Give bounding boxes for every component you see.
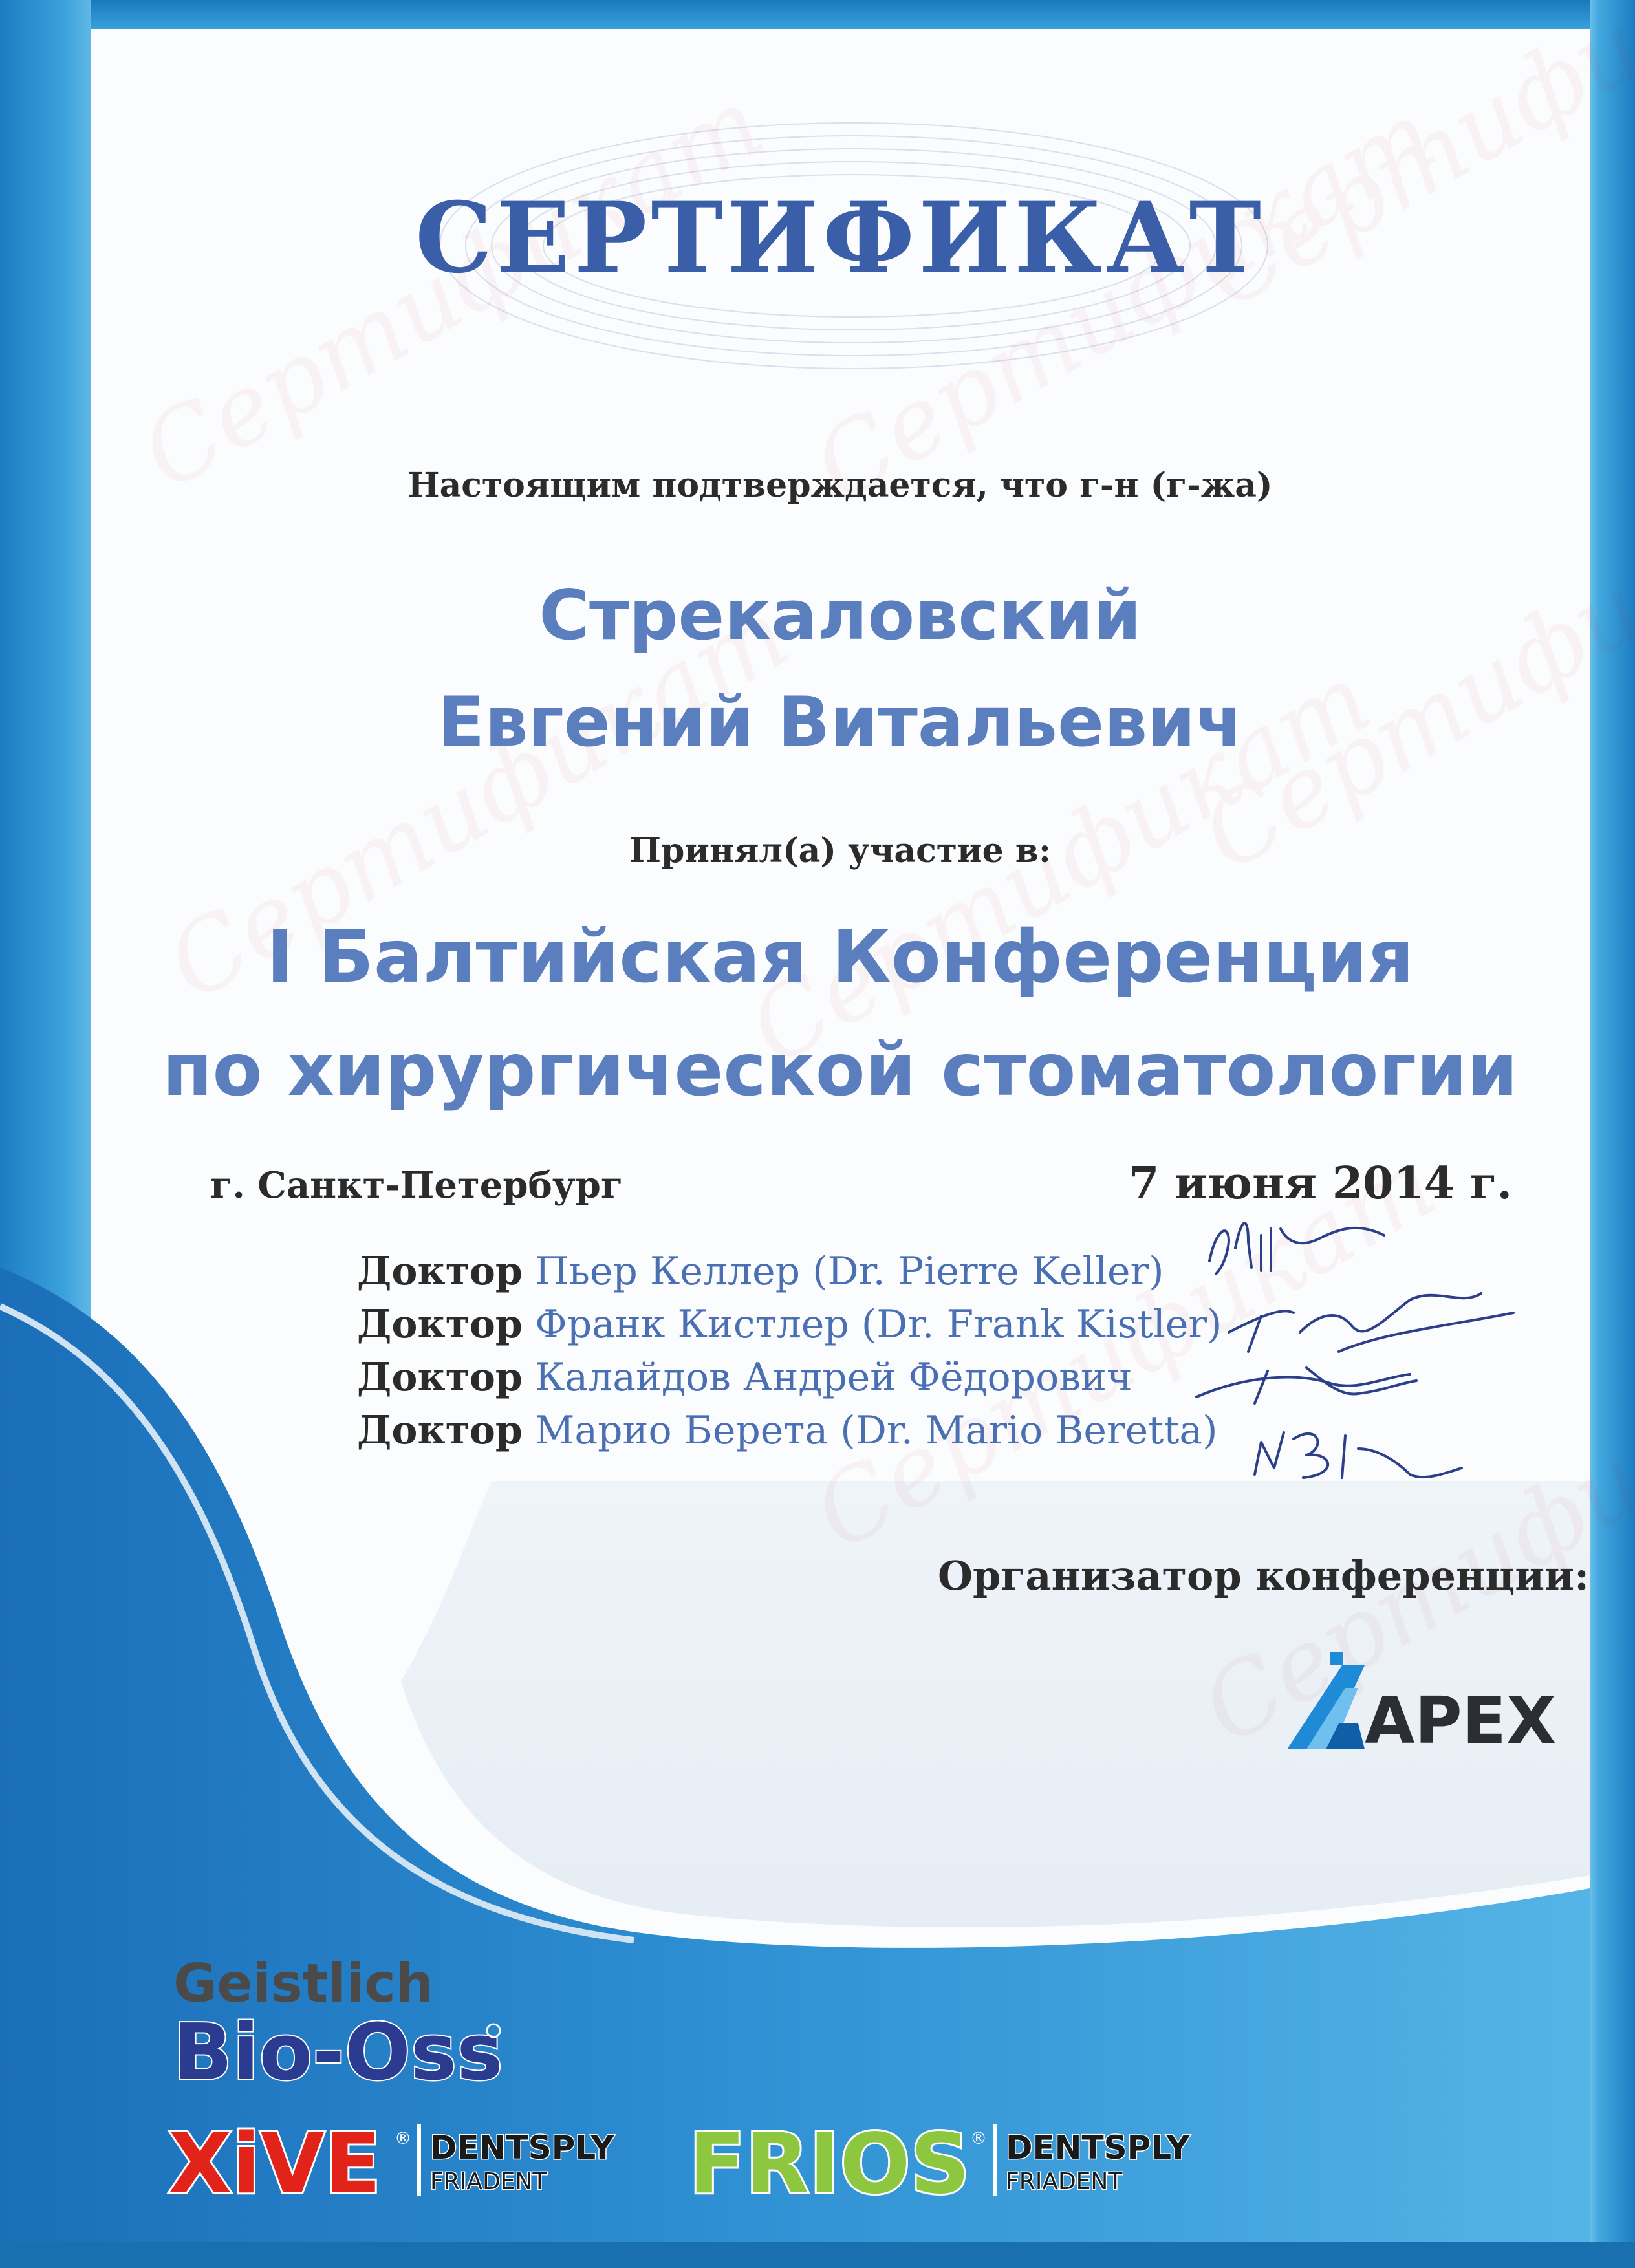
conference-title-line2: по хирургической стоматологии — [162, 1028, 1518, 1112]
city-label: г. Санкт-Петербург — [210, 1164, 623, 1207]
doctor-role: Доктор — [357, 1302, 523, 1347]
doctor-role: Доктор — [357, 1355, 523, 1400]
recipient-surname: Стрекаловский — [539, 576, 1142, 655]
doctor-name: Марио Берета (Dr. Mario Beretta) — [534, 1408, 1218, 1453]
doctor-name: Калайдов Андрей Фёдорович — [534, 1355, 1132, 1400]
geistlich-logo-text: Geistlich — [173, 1953, 434, 2014]
frios-logo-text: FRIOS — [689, 2116, 970, 2212]
doctor-entry — [357, 1404, 1222, 1457]
doctor-entry — [357, 1351, 1222, 1404]
doctors-list — [357, 1245, 1222, 1457]
bio-oss-logo-text: Bio-Oss — [173, 2008, 503, 2098]
frios-dentsply-logo — [686, 2108, 1190, 2212]
participation-text: Принял(а) участие в: — [629, 831, 1052, 870]
doctor-role: Доктор — [357, 1408, 523, 1453]
watermark-word — [1184, 449, 1635, 894]
recipient-given-names: Евгений Витальевич — [437, 682, 1243, 762]
doctor-entry — [357, 1245, 1222, 1298]
signature-kistler — [1229, 1293, 1513, 1352]
certificate-title: СЕРТИФИКАТ — [415, 181, 1266, 295]
confirmation-text: Настоящим подтверждается, что г-н (г-жа) — [407, 466, 1273, 505]
organizer-label: Организатор конференции: — [938, 1552, 1590, 1599]
dentsply-logo-text: DENTSPLY — [430, 2129, 614, 2166]
xive-logo-text: XiVE — [168, 2116, 382, 2212]
doctor-entry — [357, 1298, 1222, 1351]
dentsply-logo-text: DENTSPLY — [1006, 2129, 1190, 2166]
conference-title-line1: I Балтийская Конференция — [266, 915, 1414, 999]
date-label: 7 июня 2014 г. — [1129, 1158, 1513, 1209]
apex-logo-text: APEX — [1365, 1683, 1557, 1758]
doctor-name: Франк Кистлер (Dr. Frank Kistler) — [534, 1302, 1222, 1347]
signature-beretta — [1255, 1432, 1462, 1478]
signatures — [1190, 1203, 1526, 1487]
doctor-name: Пьер Келлер (Dr. Pierre Keller) — [534, 1249, 1164, 1294]
frios-registered-mark: ® — [970, 2129, 987, 2148]
signature-keller — [1209, 1223, 1384, 1274]
apex-logo — [1268, 1652, 1557, 1762]
friadent-logo-text: FRIADENT — [430, 2168, 547, 2195]
signature-kalaydov — [1196, 1368, 1416, 1403]
xive-registered-mark: ® — [395, 2129, 411, 2148]
geistlich-bio-oss-logo — [167, 1940, 529, 2108]
xive-dentsply-logo — [165, 2108, 614, 2212]
friadent-logo-text: FRIADENT — [1006, 2168, 1123, 2195]
doctor-role: Доктор — [357, 1249, 523, 1294]
